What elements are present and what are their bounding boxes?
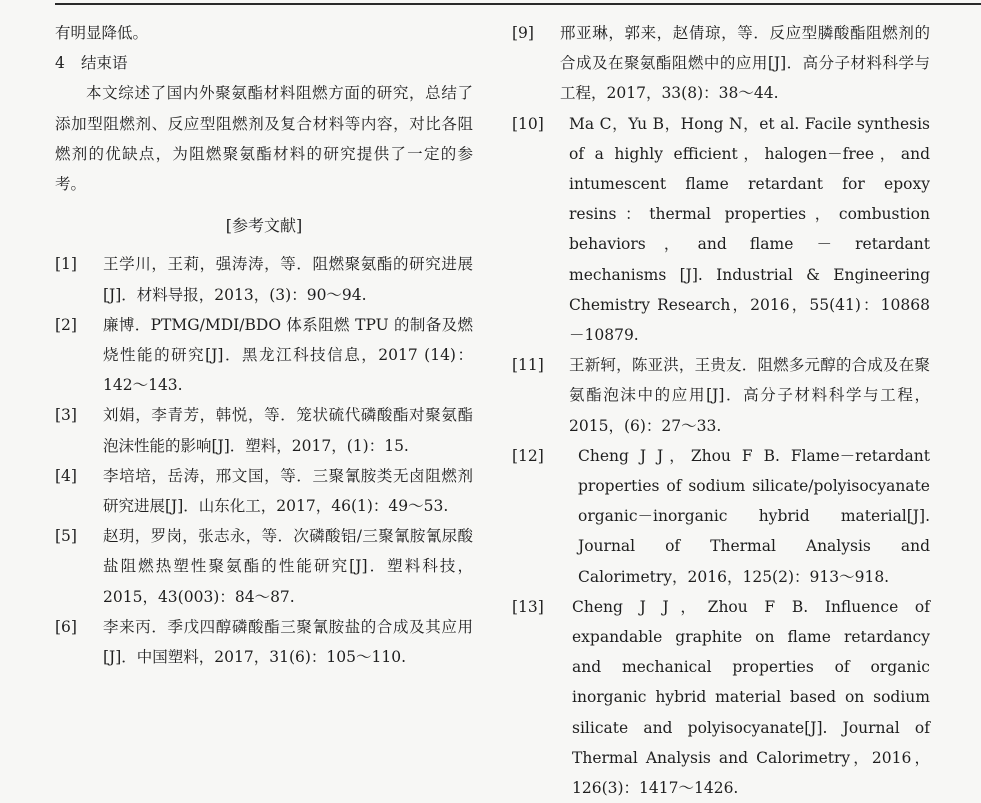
reference-number: [3] (55, 406, 77, 425)
reference-item (55, 461, 473, 521)
reference-item (512, 109, 930, 351)
reference-number: [12] (512, 446, 544, 465)
reference-text: 王学川，王莉，强涛涛，等．阻燃聚氨酯的研究进展[J]．材料导报，2013，(3)：90～94. (103, 255, 473, 304)
reference-number: [13] (512, 597, 544, 616)
reference-item (55, 249, 473, 309)
reference-text: 王新轲，陈亚洪，王贵友．阻燃多元醇的合成及在聚氨酯泡沫中的应用[J]．高分子材料科学与工程，2015，(6)：27～33. (569, 356, 930, 435)
reference-item (55, 521, 473, 612)
top-rule (55, 3, 981, 5)
reference-number: [9] (512, 24, 534, 42)
right-column (512, 18, 930, 803)
reference-text: Cheng J J，Zhou F B. Influence of expandable graphite on flame retardancy and mechanical properties of organic inorganic hybrid material based on sodium silicate and polyisocyanate[J]. Journal of Thermal Analysis and Calorimetry，2016，126(3)：1417～1426. (572, 597, 930, 798)
reference-item (512, 18, 930, 109)
section-number: 4 (55, 54, 65, 73)
reference-item (512, 441, 930, 592)
references-title: [参考文献] (225, 216, 303, 236)
reference-text: 李来丙．季戊四醇磷酸酯三聚氰胺盐的合成及其应用[J]．中国塑料，2017，31(6)：105～110. (103, 617, 473, 667)
reference-item (55, 612, 473, 672)
reference-number: [1] (55, 255, 77, 274)
section-heading (55, 48, 473, 78)
section-title: 结束语 (81, 54, 128, 73)
reference-text: 廉博．PTMG/MDI/BDO 体系阻燃 TPU 的制备及燃烧性能的研究[J]．黑龙江科技信息，2017 (14)：142～143. (103, 315, 473, 395)
reference-item (512, 592, 930, 803)
reference-number: [11] (512, 356, 544, 375)
reference-number: [6] (55, 617, 77, 636)
reference-number: [2] (55, 315, 77, 334)
reference-number: [4] (55, 466, 77, 485)
reference-item (512, 350, 930, 441)
reference-text: 李培培，岳涛，邢文国，等．三聚氰胺类无卤阻燃剂研究进展[J]．山东化工，2017，46(1)：49～53. (103, 466, 473, 516)
reference-text: 刘娟，李青芳，韩悦，等．笼状硫代磷酸酯对聚氨酯泡沫性能的影响[J]．塑料，2017，(1)：15. (103, 406, 473, 455)
reference-text: 赵玥，罗岗，张志永，等．次磷酸铝/三聚氰胺氰尿酸盐阻燃热塑性聚氨酯的性能研究[J]．塑料科技，2015，43(003)：84～87. (103, 527, 473, 606)
reference-number: [5] (55, 527, 77, 546)
reference-text: 邢亚琳，郭来，赵倩琼，等．反应型膦酸酯阻燃剂的合成及在聚氨酯阻燃中的应用[J]．高分子材料科学与工程，2017，33(8)：38～44. (560, 24, 930, 103)
reference-number: [10] (512, 114, 544, 133)
continuation-text: 有明显降低。 (55, 24, 149, 42)
left-column (55, 18, 473, 672)
conclusion-paragraph: 本文综述了国内外聚氨酯材料阻燃方面的研究，总结了添加型阻燃剂、反应型阻燃剂及复合材料等内容，对比各阻燃剂的优缺点，为阻燃聚氨酯材料的研究提供了一定的参考。 (55, 84, 473, 194)
reference-item (55, 400, 473, 460)
reference-item (55, 310, 473, 401)
reference-text: Cheng J J，Zhou F B. Flame－retardant properties of sodium silicate/polyisocyanate organic－inorganic hybrid material[J]. Journal of Thermal Analysis and Calorimetry，2016，125(2)：913～918. (578, 446, 930, 586)
reference-text: Ma C，Yu B，Hong N，et al. Facile synthesis of a highly efficient，halogen－free，and intumescent flame retardant for epoxy resins：thermal properties，combustion behaviors，and flame － retardant mechanisms [J]. Industrial & Engineering Chemistry Research，2016，55(41)：10868－10879. (569, 114, 930, 345)
